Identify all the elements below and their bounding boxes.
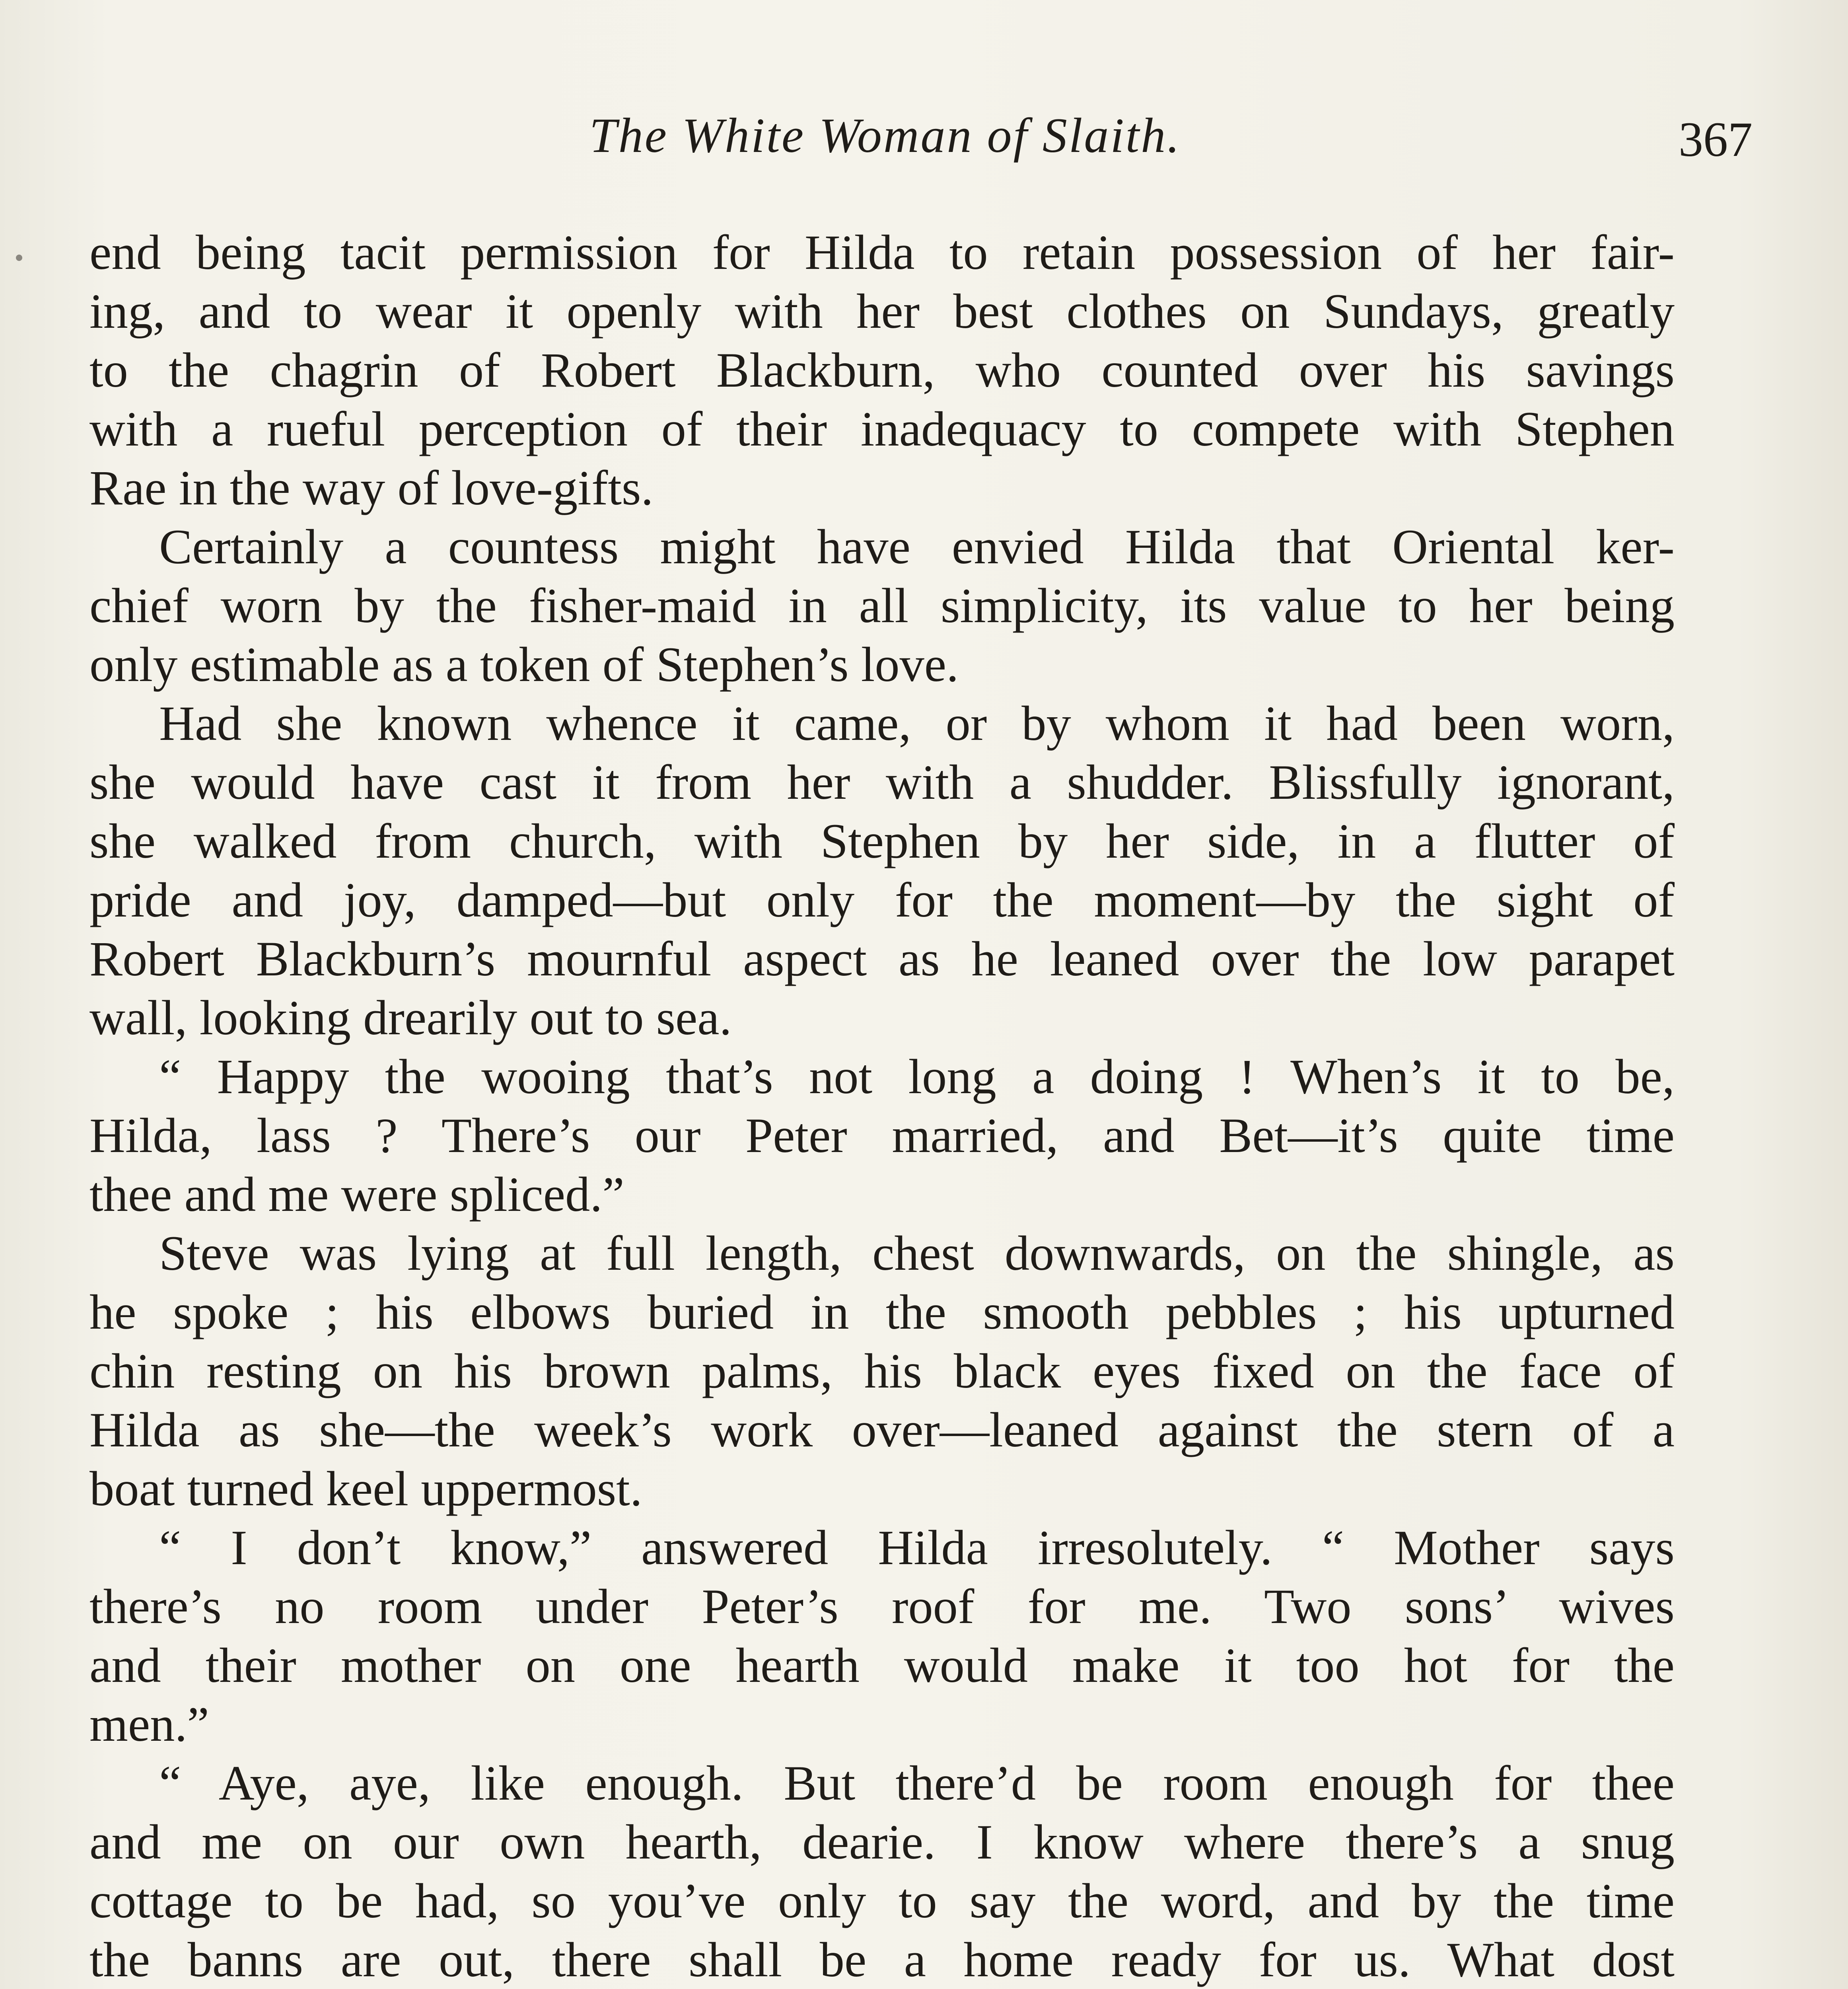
text-line: and me on our own hearth, dearie. I know where there’s a snug xyxy=(89,1814,1675,1869)
text-line: “ Happy the wooing that’s not long a doing ! When’s it to be, xyxy=(159,1049,1675,1104)
text-line: Steve was lying at full length, chest downwards, on the shingle, as xyxy=(159,1226,1675,1281)
text-line: and their mother on one hearth would make it too hot for the xyxy=(89,1638,1675,1693)
text-line: wall, looking drearily out to sea. xyxy=(89,990,732,1045)
text-line: “ I don’t know,” answered Hilda irresolutely. “ Mother says xyxy=(159,1520,1675,1575)
text-line: she walked from church, with Stephen by her side, in a flutter of xyxy=(89,814,1675,868)
text-line: men.” xyxy=(89,1697,209,1752)
text-line: thee and me were spliced.” xyxy=(89,1167,624,1222)
text-line: Had she known whence it came, or by whom it had been worn, xyxy=(159,696,1675,751)
text-line: Rae in the way of love-gifts. xyxy=(89,460,654,515)
text-line: only estimable as a token of Stephen’s love. xyxy=(89,637,959,692)
text-line: Robert Blackburn’s mournful aspect as he leaned over the low parapet xyxy=(89,931,1675,986)
text-line: boat turned keel uppermost. xyxy=(89,1461,642,1516)
running-title: The White Woman of Slaith. xyxy=(589,108,1181,163)
text-line: ing, and to wear it openly with her best clothes on Sundays, greatly xyxy=(89,284,1675,339)
text-line: chin resting on his brown palms, his black eyes fixed on the face of xyxy=(89,1343,1675,1398)
page-number: 367 xyxy=(1679,112,1753,167)
text-line: pride and joy, damped—but only for the moment—by the sight of xyxy=(89,872,1675,927)
page-header xyxy=(89,107,1753,175)
text-line: there’s no room under Peter’s roof for me. Two sons’ wives xyxy=(89,1579,1675,1634)
text-line: end being tacit permission for Hilda to retain possession of her fair- xyxy=(89,225,1675,280)
text-line: cottage to be had, so you’ve only to say the word, and by the time xyxy=(89,1873,1675,1928)
text-line: chief worn by the fisher-maid in all simplicity, its value to her being xyxy=(89,578,1675,633)
text-line: the banns are out, there shall be a home ready for us. What dost xyxy=(89,1932,1675,1987)
text-line: he spoke ; his elbows buried in the smooth pebbles ; his upturned xyxy=(89,1284,1675,1339)
margin-mark xyxy=(16,255,22,261)
text-line: Hilda, lass ? There’s our Peter married, and Bet—it’s quite time xyxy=(89,1108,1675,1163)
text-line: with a rueful perception of their inadequacy to compete with Stephen xyxy=(89,401,1675,456)
text-line: Certainly a countess might have envied Hilda that Oriental ker- xyxy=(159,519,1675,574)
text-line: “ Aye, aye, like enough. But there’d be room enough for thee xyxy=(159,1755,1675,1810)
text-line: to the chagrin of Robert Blackburn, who counted over his savings xyxy=(89,343,1675,397)
body-text xyxy=(89,223,1675,1989)
text-line: Hilda as she—the week’s work over—leaned against the stern of a xyxy=(89,1402,1675,1457)
text-line: she would have cast it from her with a shudder. Blissfully ignorant, xyxy=(89,755,1675,810)
